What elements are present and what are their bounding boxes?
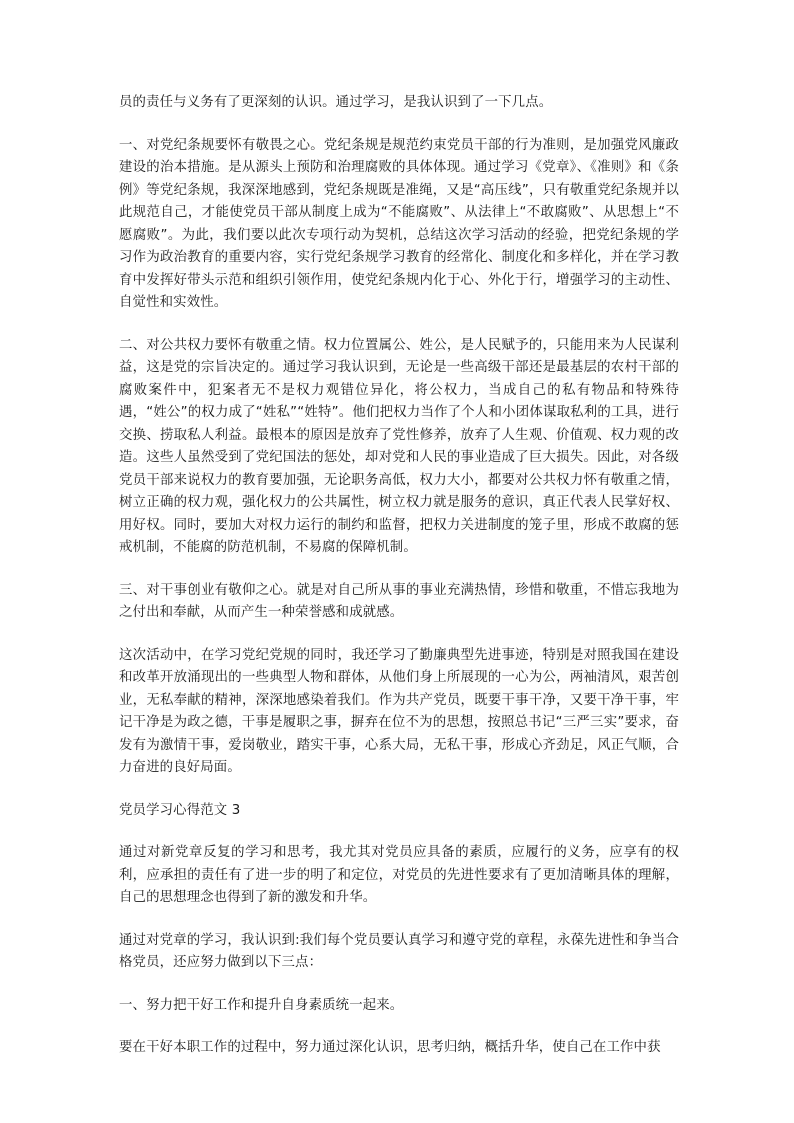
paragraph-understanding: 通过对党章的学习，我认识到:我们每个党员要认真学习和遵守党的章程，永葆先进性和争当合格党员，还应努力做到以下三点： [119,932,679,970]
paragraph-item-one: 一、努力把干好工作和提升自身素质统一起来。 [119,997,404,1013]
paragraph-continuation: 要在干好本职工作的过程中，努力通过深化认识，思考归纳，概括升华，使自己在工作中获 [119,1040,661,1055]
paragraph-intro: 员的责任与义务有了更深刻的认识。通过学习，是我认识到了一下几点。 [119,95,553,110]
section-heading: 党员学习心得范文 3 [119,802,241,818]
paragraph-point-two: 二、对公共权力要怀有敬重之情。权力位置属公、姓公，是人民赋予的，只能用来为人民谋利益，这是党的宗旨决定的。通过学习我认识到，无论是一些高级干部还是最基层的农村干部的腐败案件中，犯案者无不是权力观错位异化，将公权力，当成自己的私有物品和特殊待遇，“姓公”的权力成了“姓私”“姓特”。他们把权力当作了个人和小团体谋取私利的工具，进行交换、捞取私人利益。最根本的原因是放弃了党性修养，放弃了人生观、价值观、权力观的改造。这些人虽然受到了党纪国法的惩处，却对党和人民的事业造成了巨大损失。因此，对各级党员干部来说权力的教育要加强，无论职务高低，权力大小，都要对公共权力怀有敬重之情，树立正确的权力观，强化权力的公共属性，树立权力就是服务的意识，真正代表人民掌好权、用好权。同时，要加大对权力运行的制约和监督，把权力关进制度的笼子里，形成不敢腐的惩戒机制，不能腐的防范机制，不易腐的保障机制。 [119,337,679,555]
paragraph-point-three: 三、对干事创业有敬仰之心。就是对自己所从事的事业充满热情，珍惜和敬重，不惜忘我地为之付出和奉献，从而产生一种荣誉感和成就感。 [119,582,679,620]
paragraph-point-one: 一、对党纪条规要怀有敬畏之心。党纪条规是规范约束党员干部的行为准则，是加强党风廉政建设的治本措施。是从源头上预防和治理腐败的具体体现。通过学习《党章》、《准则》和《条例》等党纪条规，我深深地感到，党纪条规既是准绳，又是“高压线”，只有敬重党纪条规并以此规范自己，才能使党员干部从制度上成为“不能腐败”、从法律上“不敢腐败”、从思想上“不愿腐败”。为此，我们要以此次专项行动为契机，总结这次学习活动的经验，把党纪条规的学习作为政治教育的重要内容，实行党纪条规学习教育的经常化、制度化和多样化，并在学习教育中发挥好带头示范和组织引领作用，使党纪条规内化于心、外化于行，增强学习的主动性、自觉性和实效性。 [119,137,679,310]
document-page [119,92,679,1080]
paragraph-study: 通过对新党章反复的学习和思考，我尤其对党员应具备的素质，应履行的义务，应享有的权利，应承担的责任有了进一步的明了和定位，对党员的先进性要求有了更加清晰具体的理解，自己的思想理念也得到了新的激发和升华。 [119,845,679,905]
paragraph-activity: 这次活动中，在学习党纪党规的同时，我还学习了勤廉典型先进事迹，特别是对照我国在建设和改革开放涌现出的一些典型人物和群体，从他们身上所展现的一心为公，两袖清风，艰苦创业，无私奉献的精神，深深地感染着我们。作为共产党员，既要干事干净，又要干净干事，牢记干净是为政之德，干事是履职之事，摒弃在位不为的思想，按照总书记“三严三实”要求，奋发有为激情干事，爱岗敬业，踏实干事，心系大局，无私干事，形成心齐劲足，风正气顺，合力奋进的良好局面。 [119,647,679,775]
